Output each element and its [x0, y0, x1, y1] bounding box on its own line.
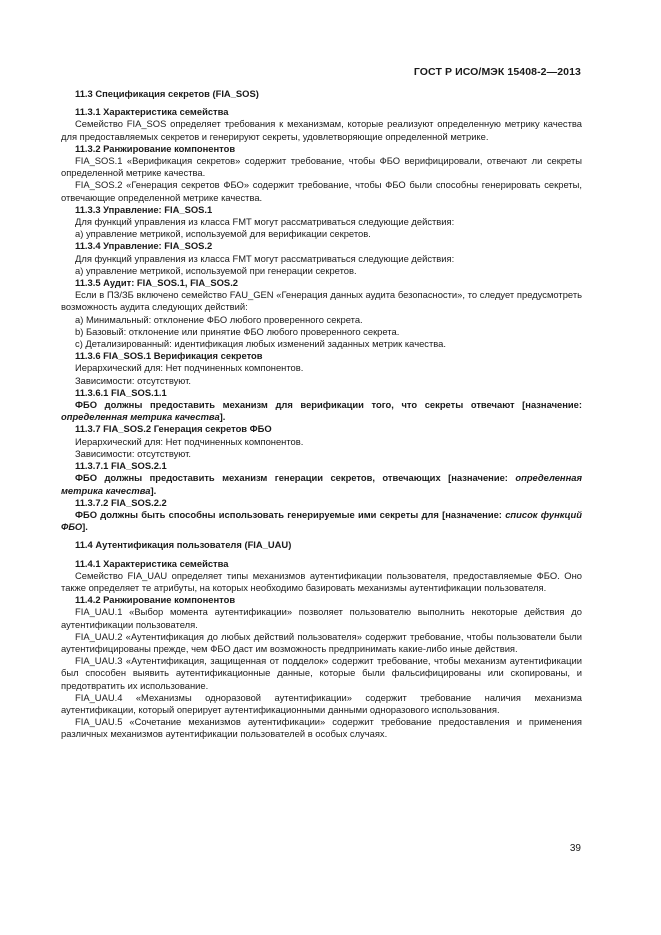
element-sos-2-2-title: 11.3.7.2 FIA_SOS.2.2	[75, 496, 167, 508]
assignment-quality-metric: определенная метрика качества	[61, 472, 582, 496]
subsection-11-3-6-title: 11.3.6 FIA_SOS.1 Верификация секретов	[75, 350, 263, 362]
sos2-hierarchical: Иерархический для: Нет подчиненных компонентов.	[75, 435, 304, 447]
section-11-3-title: 11.3 Спецификация секретов (FIA_SOS)	[75, 88, 259, 99]
subsection-11-3-7-title: 11.3.7 FIA_SOS.2 Генерация секретов ФБО	[75, 423, 272, 435]
subsection-11-3-3-text: Для функций управления из класса FMT могут рассматриваться следующие действия:	[75, 216, 455, 228]
uau1-description: FIA_UAU.1 «Выбор момента аутентификации» позволяет пользователю выполнить некоторые действия до аутентификации пользователя.	[61, 606, 582, 630]
subsection-11-3-1-title: 11.3.1 Характеристика семейства	[75, 106, 229, 118]
subsection-11-3-3-title: 11.3.3 Управление: FIA_SOS.1	[75, 203, 213, 215]
subsection-11-4-2-title: 11.4.2 Ранжирование компонентов	[75, 594, 236, 606]
sos1-dependencies: Зависимости: отсутствуют.	[75, 374, 191, 386]
sos2-dependencies: Зависимости: отсутствуют.	[75, 447, 191, 459]
assignment-tsf-functions: список функций ФБО	[61, 508, 583, 533]
subsection-11-3-2-title: 11.3.2 Ранжирование компонентов	[75, 142, 236, 154]
subsection-11-3-1-text: Семейство FIA_SOS определяет требования к механизмам, которые реализуют определенную метрику качества для предоставляемых секретов и генерируют секреты, удовлетворяющие определенной метрике.	[61, 118, 582, 142]
uau2-description: FIA_UAU.2 «Аутентификация до любых действий пользователя» содержит требование, чтобы пользователи были аутентифицированы прежде, чем ФБО даст им возможность предпринимать какие-либо иные действия.	[61, 630, 582, 654]
subsection-11-3-3-item: а) управление метрикой, используемой для верификации секретов.	[75, 228, 371, 240]
element-sos-2-2-text: ФБО должны быть способны использовать генерируемые ими секреты для [назначение: список функций ФБО].	[61, 508, 583, 533]
uau3-description: FIA_UAU.3 «Аутентификация, защищенная от подделок» содержит требование, чтобы механизм аутентификации был способен выявить аутентификационные данные, которые были фальсифицированы или скопированы, и предотвратить их использование.	[61, 655, 582, 691]
uau5-description: FIA_UAU.5 «Сочетание механизмов аутентификации» содержит требование предоставления и применения различных механизмов аутентификации пользователей в особых случаях.	[61, 716, 582, 740]
page-number: 39	[569, 843, 581, 854]
subsection-11-3-5-text: Если в ПЗ/ЗБ включено семейство FAU_GEN «Генерация данных аудита безопасности», то следует предусмотреть возможность аудита следующих действий:	[61, 289, 582, 313]
page-content	[61, 84, 582, 741]
subsection-11-3-5-title: 11.3.5 Аудит: FIA_SOS.1, FIA_SOS.2	[75, 277, 239, 289]
subsection-11-4-1-text: Семейство FIA_UAU определяет типы механизмов аутентификации пользователя, предоставляемые ФБО. Оно также определяет те атрибуты, на которых необходимо базировать механизмы аутентификации пользователя.	[61, 569, 582, 593]
uau4-description: FIA_UAU.4 «Механизмы одноразовой аутентификации» содержит требование наличия механизма аутентификации, который оперирует аутентификационными данными одноразового использования.	[61, 691, 582, 715]
element-sos-1-1-title: 11.3.6.1 FIA_SOS.1.1	[75, 386, 167, 398]
subsection-11-3-4-title: 11.3.4 Управление: FIA_SOS.2	[75, 240, 213, 252]
sos2-description: FIA_SOS.2 «Генерация секретов ФБО» содержит требование, чтобы ФБО были способны генерировать секреты, отвечающие определенной метрике качества.	[61, 179, 582, 203]
subsection-11-3-4-text: Для функций управления из класса FMT могут рассматриваться следующие действия:	[75, 252, 455, 264]
sos1-description: FIA_SOS.1 «Верификация секретов» содержит требование, чтобы ФБО верифицировали, отвечают ли секреты определенной метрике качества.	[61, 155, 582, 179]
element-sos-1-1-text: ФБО должны предоставить механизм для верификации того, что секреты отвечают [назначение: определенная метрика качества].	[61, 399, 582, 423]
sos1-hierarchical: Иерархический для: Нет подчиненных компонентов.	[75, 362, 304, 374]
element-sos-2-1-text: ФБО должны предоставить механизм генерации секретов, отвечающих [назначение: определенная метрика качества].	[61, 472, 582, 496]
standard-header: ГОСТ Р ИСО/МЭК 15408-2—2013	[413, 66, 581, 78]
section-11-4-title: 11.4 Аутентификация пользователя (FIA_UAU)	[75, 539, 292, 551]
audit-item-basic: b) Базовый: отклонение или принятие ФБО любого проверенного секрета.	[75, 325, 400, 337]
element-sos-2-1-title: 11.3.7.1 FIA_SOS.2.1	[75, 460, 167, 472]
subsection-11-4-1-title: 11.4.1 Характеристика семейства	[75, 557, 229, 569]
subsection-11-3-4-item: а) управление метрикой, используемой при генерации секретов.	[75, 264, 357, 276]
audit-item-detailed: с) Детализированный: идентификация любых изменений заданных метрик качества.	[75, 338, 446, 350]
audit-item-minimal: а) Минимальный: отклонение ФБО любого проверенного секрета.	[75, 313, 363, 325]
assignment-quality-metric: определенная метрика качества	[61, 411, 220, 423]
